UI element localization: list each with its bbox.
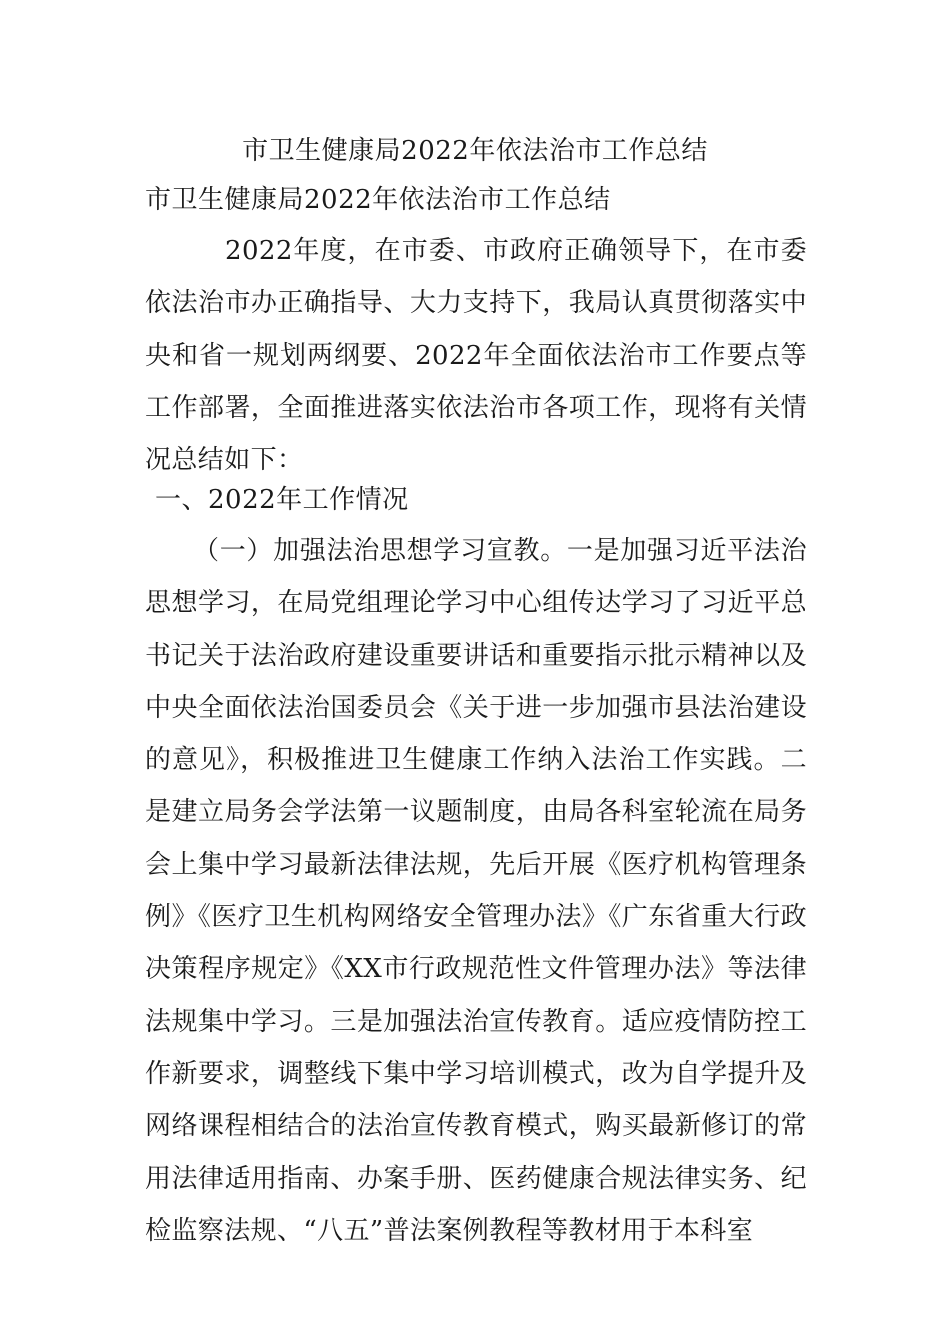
section-heading: 一、2022年工作情况 bbox=[155, 485, 409, 515]
document-title: 市卫生健康局2022年依法治市工作总结 bbox=[242, 136, 708, 166]
section-paragraph: （一）加强法治思想学习宣教。一是加强习近平法治思想学习，在局党组理论学习中心组传达学习了习近平总书记关于法治政府建设重要讲话和重要指示批示精神以及中央全面依法治国委员会《关于进一步加强市县法治建设的意见》，积极推进卫生健康工作纳入法治工作实践。二是建立局务会学法第一议题制度，由局各科室轮流在局务会上集中学习最新法律法规，先后开展《医疗机构管理条例》《医疗卫生机构网络安全管理办法》《广东省重大行政决策程序规定》《XX市行政规范性文件管理办法》等法律法规集中学习。三是加强法治宣传教育。适应疫情防控工作新要求，调整线下集中学习培训模式，改为自学提升及网络课程相结合的法治宣传教育模式，购买最新修订的常用法律适用指南、办案手册、医药健康合规法律实务、纪检监察法规、“八五”普法案例教程等教材用于本科室 bbox=[145, 536, 807, 1246]
intro-paragraph: 2022年度，在市委、市政府正确领导下，在市委依法治市办正确指导、大力支持下，我局认真贯彻落实中央和省一规划两纲要、2022年全面依法治市工作要点等工作部署，全面推进落实依法治市各项工作，现将有关情况总结如下： bbox=[145, 236, 807, 476]
document-subtitle: 市卫生健康局2022年依法治市工作总结 bbox=[145, 185, 611, 215]
